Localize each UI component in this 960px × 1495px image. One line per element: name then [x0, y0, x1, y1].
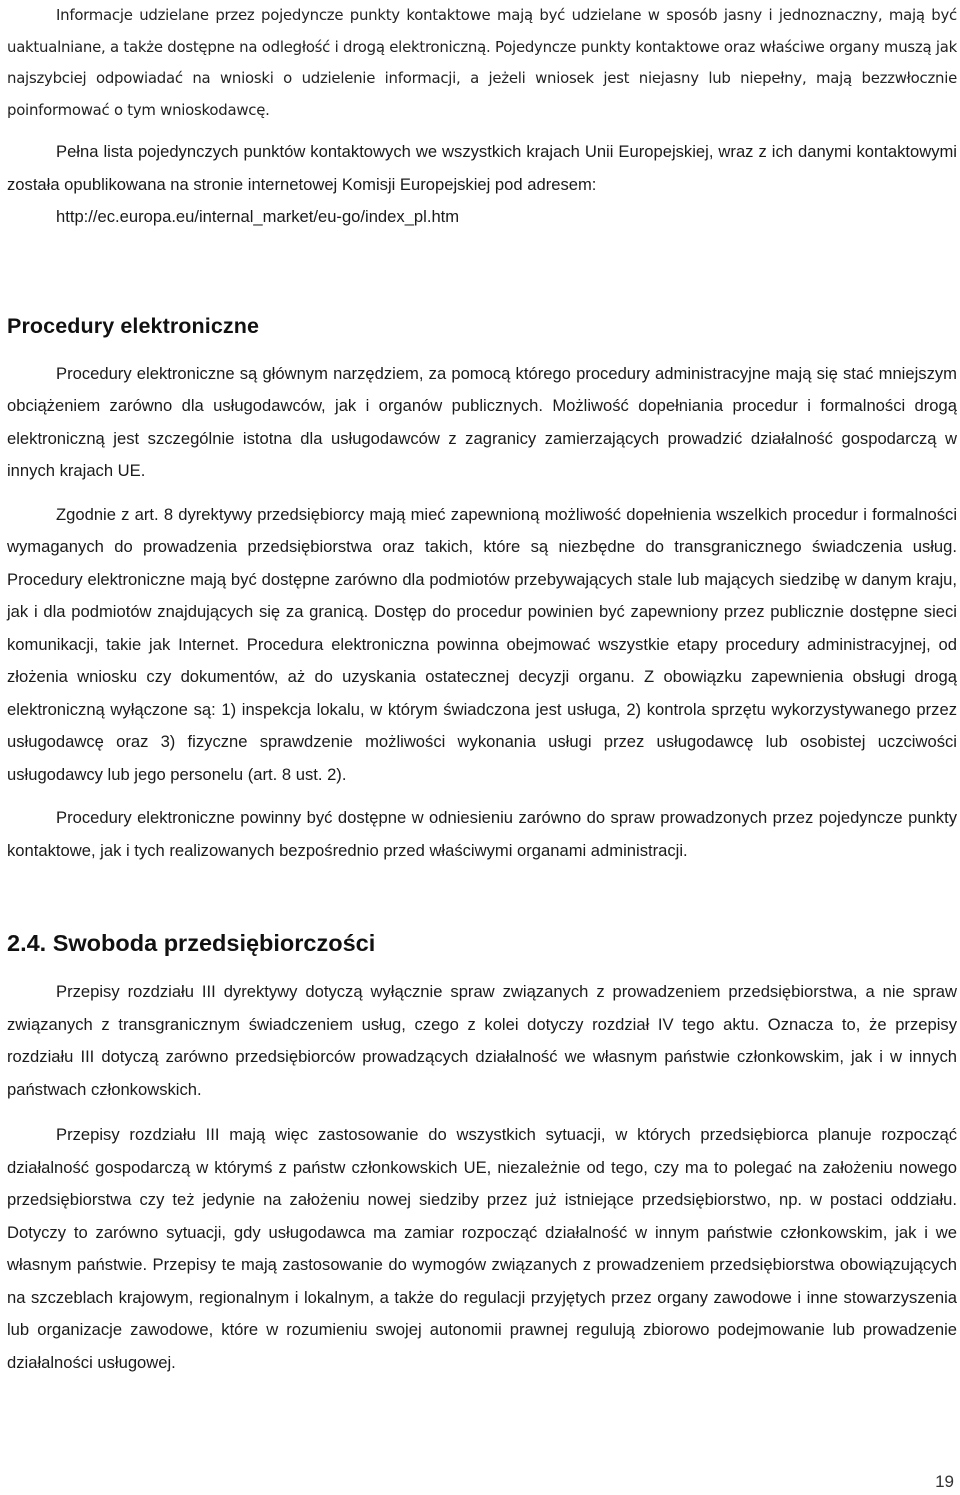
electronic-paragraph-1: Procedury elektroniczne są głównym narzędziem, za pomocą którego procedury administracyjne mają się stać mniejszym obciążeniem zarówno dla usługodawców, jak i organów publicznych. Możliwość dopełniania procedur i formalności drogą elektroniczną jest szczególnie istotna dla usługodawców z zagranicy zamierzających prowadzić działalność gospodarczą w innych krajach UE.	[7, 363, 957, 480]
document-page	[7, 0, 957, 1379]
contact-points-url[interactable]: http://ec.europa.eu/internal_market/eu-go/index_pl.htm	[56, 207, 460, 226]
intro-paragraph-2: Pełna lista pojedynczych punktów kontaktowych we wszystkich krajach Unii Europejskiej, wraz z ich danymi kontaktowymi została opublikowana na stronie internetowej Komisji Europejskiej pod adresem:	[7, 142, 957, 194]
freedom-paragraph-1: Przepisy rozdziału III dyrektywy dotyczą wyłącznie spraw związanych z prowadzeniem przedsiębiorstwa, a nie spraw związanych z transgranicznym świadczeniem usług, czego z kolei dotyczy rozdział IV tego aktu. Oznacza to, że przepisy rozdziału III dotyczą zarówno przedsiębiorców prowadzących działalność we własnym państwie członkowskim, jak i w innych państwach członkowskich.	[7, 982, 957, 1099]
electronic-paragraph-3: Procedury elektroniczne powinny być dostępne w odniesieniu zarówno do spraw prowadzonych przez pojedyncze punkty kontaktowe, jak i tych realizowanych bezpośrednio przed właściwymi organami administracji.	[7, 808, 957, 860]
freedom-paragraph-2: Przepisy rozdziału III mają więc zastosowanie do wszystkich sytuacji, w których przedsiębiorca planuje rozpocząć działalność gospodarczą w którymś z państw członkowskich UE, niezależnie od tego, czy ma to polegać na założeniu nowego przedsiębiorstwa czy też jedynie na założeniu nowej siedziby przez już istniejące przedsiębiorstwo, np. w postaci oddziału. Dotyczy to zarówno sytuacji, gdy usługodawca ma zamiar rozpocząć działalność w innym państwie członkowskim, jak i we własnym państwie. Przepisy te mają zastosowanie do wymogów związanych z prowadzeniem przedsiębiorstwa obowiązujących na szczeblach krajowym, regionalnym i lokalnym, a także do regulacji przyjętych przez organy zawodowe i inne stowarzyszenia lub organizacje zawodowe, które w rozumieniu swojej autonomii prawnej regulują zbiorowo podejmowanie lub prowadzenie działalności usługowej.	[7, 1125, 957, 1372]
intro-paragraph-1: Informacje udzielane przez pojedyncze punkty kontaktowe mają być udzielane w sposób jasny i jednoznaczny, mają być uaktualniane, a także dostępne na odległość i drogą elektroniczną. Pojedyncze punkty kontaktowe oraz właściwe organy muszą jak najszybciej odpowiadać na wnioski o udzielenie informacji, a jeżeli wniosek jest niejasny lub niepełny, mają bezzwłocznie poinformować o tym wnioskodawcę.	[7, 6, 957, 119]
page-number: 19	[935, 1472, 954, 1491]
section-heading-electronic-procedures: Procedury elektroniczne	[7, 313, 260, 338]
electronic-paragraph-2: Zgodnie z art. 8 dyrektywy przedsiębiorcy mają mieć zapewnioną możliwość dopełnienia wszelkich procedur i formalności wymaganych do prowadzenia przedsiębiorstwa oraz takich, które są niezbędne do transgranicznego świadczenia usług. Procedury elektroniczne mają być dostępne zarówno dla podmiotów przebywających stale lub mających siedzibę w danym kraju, jak i dla podmiotów znajdujących się za granicą. Dostęp do procedur powinien być zapewniony przez publicznie dostępne sieci komunikacji, takie jak Internet. Procedura elektroniczna powinna obejmować wszystkie etapy procedury administracyjnej, od złożenia wniosku czy dokumentów, aż do uzyskania ostatecznej decyzji organu. Z obowiązku zapewnienia obsługi drogą elektroniczną wyłączone są: 1) inspekcja lokalu, w którym świadczona jest usługa, 2) kontrola sprzętu wykorzystywanego przez usługodawcę oraz 3) fizyczne sprawdzenie możliwości wykonania usługi przez usługodawcę lub osobistej uczciwości usługodawcy lub jego personelu (art. 8 ust. 2).	[7, 504, 957, 784]
section-heading-freedom-of-establishment: 2.4. Swoboda przedsiębiorczości	[7, 930, 376, 956]
